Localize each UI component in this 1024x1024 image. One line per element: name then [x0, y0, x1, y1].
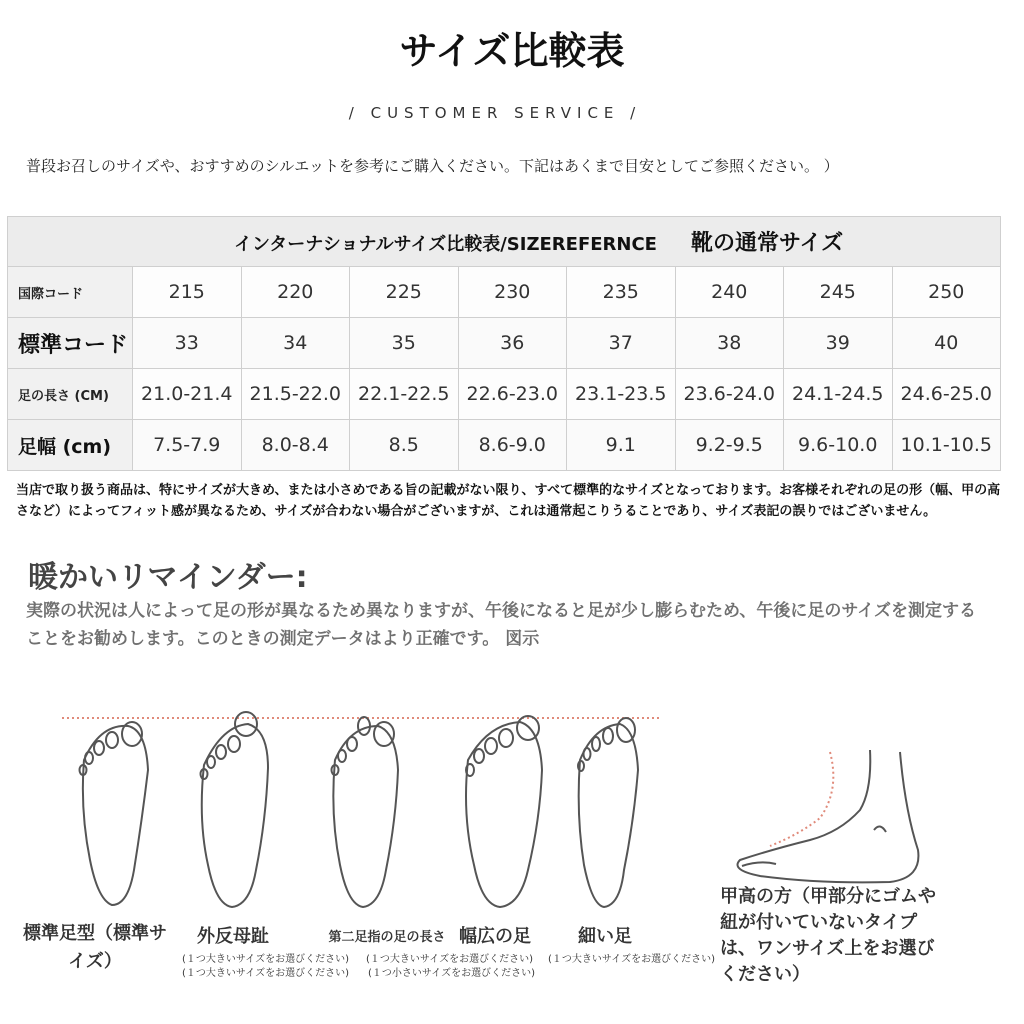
foot-label-narrow: 細い足: [578, 926, 632, 947]
table-cell: 215: [133, 267, 242, 318]
foot-note-line2-a: (１つ大きいサイズをお選びください): [182, 968, 350, 979]
table-cell: 9.1: [567, 420, 676, 471]
table-cell: 33: [133, 318, 242, 369]
row-label-std-code: 標準コード: [8, 318, 133, 369]
table-row: [8, 267, 1001, 318]
table-cell: 39: [784, 318, 893, 369]
table-cell: 35: [350, 318, 459, 369]
foot-second-toe-icon: [332, 717, 399, 907]
table-row: [8, 420, 1001, 471]
table-cell: 24.6-25.0: [892, 369, 1001, 420]
table-cell: 220: [241, 267, 350, 318]
foot-label-wide: 幅広の足: [459, 926, 531, 947]
row-label-intl-code: 国際コード: [8, 267, 133, 318]
table-cell: 235: [567, 267, 676, 318]
foot-label-high-instep: 甲高の方（甲部分にゴムや紐が付いていないタイプは、ワンサイズ上をお選びください）: [720, 886, 936, 985]
foot-note-hallux: (１つ大きいサイズをお選びください): [182, 954, 350, 965]
reminder-title: 暖かいリマインダー:: [28, 560, 308, 595]
table-header-right: 靴の通常サイズ: [690, 231, 844, 256]
foot-illustrations: [0, 700, 1024, 1024]
table-header-left: インターナショナルサイズ比較表/SIZEREFERNCE: [234, 234, 657, 255]
table-row: [8, 369, 1001, 420]
table-row: [8, 318, 1001, 369]
table-cell: 225: [350, 267, 459, 318]
table-cell: 7.5-7.9: [133, 420, 242, 471]
reminder-body: 実際の状況は人によって足の形が異なるため異なりますが、午後になると足が少し膨らむため、午後に足のサイズを測定することをお勧めします。このときの測定データはより正確です。 図示: [26, 601, 976, 649]
intro-text: 普段お召しのサイズや、おすすめのシルエットを参考にご購入ください。下記はあくまで目安としてご参照ください。 ）: [26, 157, 839, 175]
foot-label-hallux-valgus: 外反母趾: [197, 926, 269, 947]
subtitle: / CUSTOMER SERVICE /: [348, 104, 642, 122]
foot-note-line2-b: (１つ小さいサイズをお選びください): [368, 968, 536, 979]
table-cell: 10.1-10.5: [892, 420, 1001, 471]
table-header-row: [8, 217, 1001, 267]
table-cell: 245: [784, 267, 893, 318]
foot-narrow-icon: [578, 718, 638, 907]
table-cell: 22.1-22.5: [350, 369, 459, 420]
disclaimer-text: 当店で取り扱う商品は、特にサイズが大きめ、または小さめである旨の記載がない限り、すべて標準的なサイズとなっております。お客様それぞれの足の形（幅、甲の高さなど）によってフィット感が異なるため、サイズが合わない場合がございますが、これは通常起こりうることであり、サイズ表記の誤りではございません。: [16, 483, 1001, 519]
table-cell: 21.0-21.4: [133, 369, 242, 420]
row-label-foot-width: 足幅 (cm): [8, 420, 133, 471]
table-cell: 8.6-9.0: [458, 420, 567, 471]
table-cell: 24.1-24.5: [784, 369, 893, 420]
table-cell: 21.5-22.0: [241, 369, 350, 420]
table-cell: 37: [567, 318, 676, 369]
foot-standard-icon: [80, 722, 149, 905]
foot-label-second-toe: 第二足指の足の長さ: [328, 930, 446, 945]
size-table: [7, 216, 1001, 471]
page-title: サイズ比較表: [399, 29, 625, 73]
table-cell: 22.6-23.0: [458, 369, 567, 420]
foot-note-wide: (１つ大きいサイズをお選びください): [548, 954, 716, 965]
table-cell: 9.6-10.0: [784, 420, 893, 471]
foot-note-second-toe: (１つ大きいサイズをお選びください): [366, 954, 534, 965]
table-cell: 36: [458, 318, 567, 369]
table-cell: 8.5: [350, 420, 459, 471]
foot-hallux-valgus-icon: [201, 712, 269, 907]
table-cell: 38: [675, 318, 784, 369]
table-cell: 23.6-24.0: [675, 369, 784, 420]
table-header: [8, 217, 1001, 267]
foot-high-instep-icon: [738, 750, 919, 882]
row-label-foot-length: 足の長さ (CM): [8, 369, 133, 420]
table-cell: 9.2-9.5: [675, 420, 784, 471]
foot-label-standard: 標準足型（標準サイズ）: [23, 923, 167, 972]
instep-measure-line: [770, 752, 833, 846]
table-cell: 240: [675, 267, 784, 318]
table-cell: 230: [458, 267, 567, 318]
table-cell: 40: [892, 318, 1001, 369]
table-cell: 23.1-23.5: [567, 369, 676, 420]
table-cell: 34: [241, 318, 350, 369]
table-cell: 250: [892, 267, 1001, 318]
table-cell: 8.0-8.4: [241, 420, 350, 471]
foot-wide-icon: [466, 716, 542, 907]
